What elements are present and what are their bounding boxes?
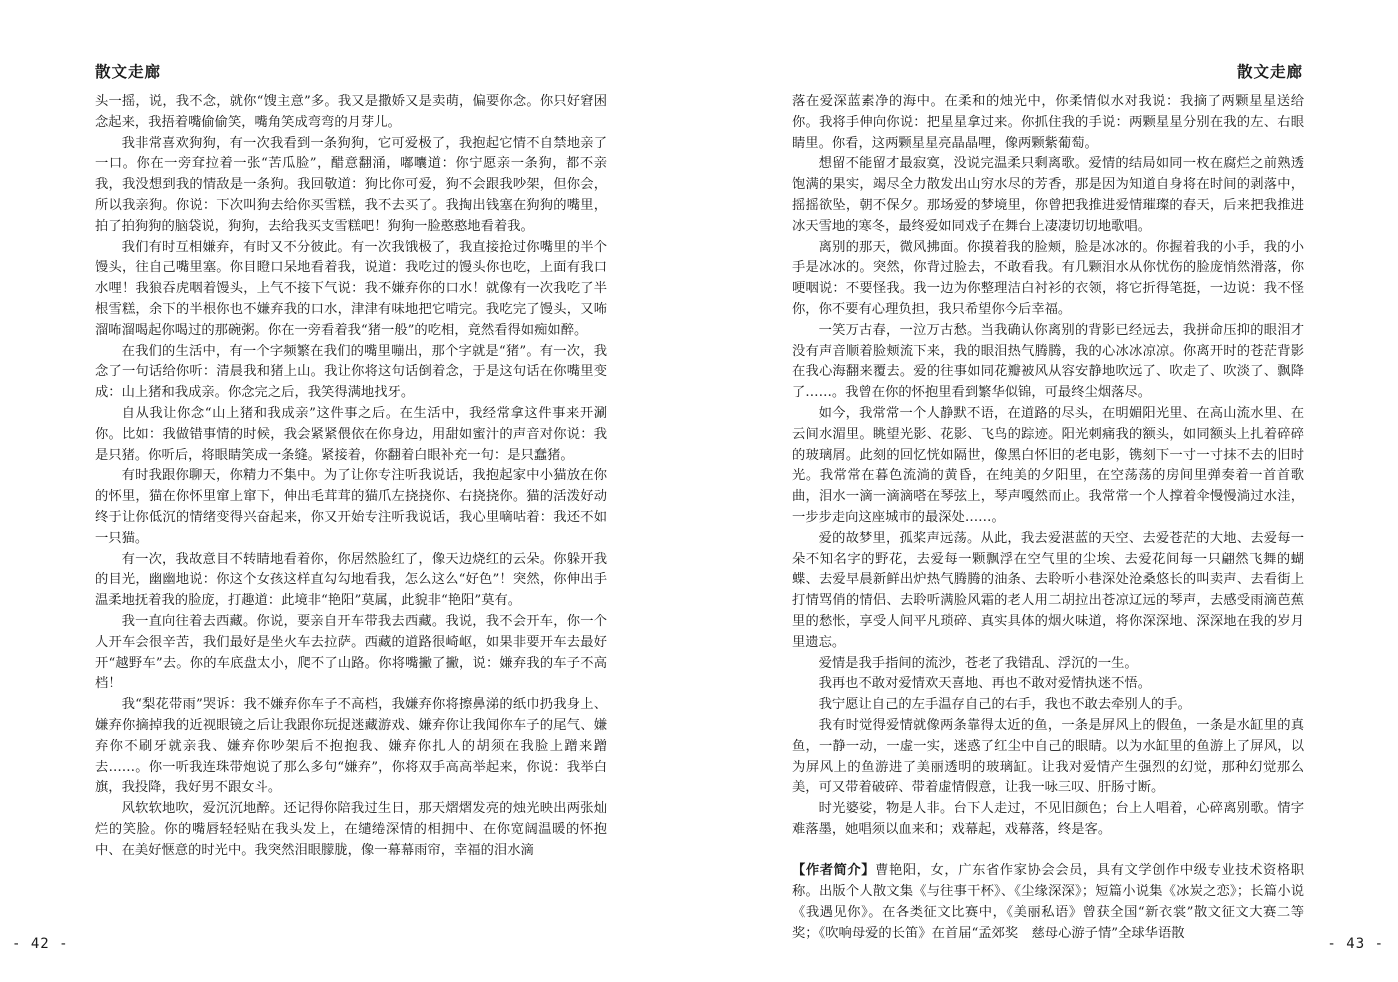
right-body-text (792, 92, 1304, 945)
paragraph: 有时我跟你聊天，你精力不集中。为了让你专注听我说话，我抱起家中小猫放在你的怀里，猫在你怀里窜上窜下，伸出毛茸茸的猫爪左挠挠你、右挠挠你。猫的活泼好动终于让你低沉的情绪变得兴奋起来，你又开始专注听我说话，我心里嘀咕着：我还不如一只猫。 (95, 468, 607, 546)
paragraph: 我有时觉得爱情就像两条靠得太近的鱼，一条是屏风上的假鱼，一条是水缸里的真鱼，一静一动，一虚一实，迷惑了红尘中自己的眼睛。以为水缸里的鱼游上了屏风，以为屏风上的鱼游进了美丽透明的玻璃缸。让我对爱情产生强烈的幻觉，那种幻觉那么美，可又带着破碎、带着虚情假意，让我一咏三叹、肝肠寸断。 (792, 717, 1304, 796)
paragraph: 在我们的生活中，有一个字频繁在我们的嘴里嘣出，那个字就是“猪”。有一次，我念了一句话给你听：清晨我和猪上山。我让你将这句话倒着念，于是这句话在你嘴里变成：山上猪和我成亲。你念完之后，我笑得满地找牙。 (95, 343, 607, 401)
author-bio-text: 曹艳阳，女，广东省作家协会会员，具有文学创作中级专业技术资格职称。出版个人散文集《与往事干杯》、《尘缘深深》；短篇小说集《冰炭之恋》；长篇小说《我遇见你》。在各类征文比赛中，《美丽私语》曾获全国“新衣裳”散文征文大赛二等奖；《吹响母爱的长笛》在首届“孟郊奖 慈母心游子情”全球华语散 (792, 863, 1305, 941)
left-body-text (95, 92, 607, 861)
paragraph: 如今，我常常一个人静默不语，在道路的尽头，在明媚阳光里、在高山流水里、在云间水湄里。眺望光影、花影、飞鸟的踪迹。阳光刺痛我的额头，如同额头上扎着碎碎的玻璃屑。此刻的回忆恍如隔世，像黑白怀旧的老电影，镌刻下一寸一寸抹不去的旧时光。我常常在暮色流淌的黄昏，在纯美的夕阳里，在空荡荡的房间里弹奏着一首首歌曲，泪水一滴一滴滴嗒在琴弦上，琴声嘎然而止。我常常一个人撑着伞慢慢淌过水洼，一步步走向这座城市的最深处……。 (792, 405, 1304, 525)
right-page-number: - 43 - (1327, 936, 1384, 952)
paragraph: 我们有时互相嫌弃，有时又不分彼此。有一次我饿极了，我直接抢过你嘴里的半个馒头，往自己嘴里塞。你目瞪口呆地看着我，说道：我吃过的馒头你也吃，上面有我口水哩！我狼吞虎咽着馒头，上气不接下气说：我不嫌弃你的口水！就像有一次我吃了半根雪糕，余下的半根你也不嫌弃我的口水，津津有味地把它啃完。我吃完了馒头，又咘溜咘溜喝起你喝过的那碗粥。你在一旁看着我“猪一般”的吃相，竟然看得如痴如醉。 (95, 239, 607, 338)
paragraph: 风软软地吹，爱沉沉地醉。还记得你陪我过生日，那天熠熠发亮的烛光映出两张灿烂的笑脸。你的嘴唇轻轻贴在我头发上，在缱绻深情的相拥中、在你宽阔温暖的怀抱中、在美好惬意的时光中。我突然泪眼朦胧，像一幕幕雨帘，幸福的泪水滴 (95, 801, 607, 858)
paragraph: 自从我让你念“山上猪和我成亲”这件事之后。在生活中，我经常拿这件事来开涮你。比如：我做错事情的时候，我会紧紧偎依在你身边，用甜如蜜汁的声音对你说：我是只猪。你听后，将眼睛笑成一条缝。紧接着，你翻着白眼补充一句：是只蠢猪。 (95, 405, 607, 463)
paragraph: 我非常喜欢狗狗，有一次我看到一条狗狗，它可爱极了，我抱起它情不自禁地亲了一口。你在一旁耷拉着一张“苦瓜脸”，醋意翻涌，嘟囔道：你宁愿亲一条狗，都不亲我，我没想到我的情敌是一条狗。我回敬道：狗比你可爱，狗不会跟我吵架，但你会，所以我亲狗。你说：下次叫狗去给你买雪糕，我不去买了。我掏出钱塞在狗狗的嘴里，拍了拍狗狗的脑袋说，狗狗，去给我买支雪糕吧！狗狗一脸憨憨地看着我。 (95, 135, 607, 234)
author-bio-label: 【作者简介】 (792, 863, 876, 879)
paragraph: 我一直向往着去西藏。你说，要亲自开车带我去西藏。我说，我不会开车，你一个人开车会很辛苦，我们最好是坐火车去拉萨。西藏的道路很崎岖，如果非要开车去最好开“越野车”去。你的车底盘太小，爬不了山路。你将嘴撇了撇，说：嫌弃我的车子不高档！ (95, 613, 607, 692)
paragraph: 一笑万古春，一泣万古愁。当我确认你离别的背影已经远去，我拼命压抑的眼泪才没有声音顺着脸颊流下来，我的眼泪热气腾腾，我的心冰冰凉凉。你离开时的苍茫背影在我心海翻来覆去。爱的往事如同花瓣被风从容安静地吹远了、吹走了、吹淡了、飘降了……。我曾在你的怀抱里看到繁华似锦，可最终尘烟落尽。 (792, 322, 1304, 401)
left-section-header: 散文走廊 (95, 62, 162, 81)
paragraph: 爱情是我手指间的流沙，苍老了我错乱、浮沉的一生。 (818, 655, 1138, 671)
paragraph: 有一次，我故意目不转睛地看着你，你居然脸红了，像天边烧红的云朵。你躲开我的目光，幽幽地说：你这个女孩这样直勾勾地看我，怎么这么“好色”！突然，你伸出手温柔地抚着我的脸庞，打趣道：此境非“艳阳”莫属，此貌非“艳阳”莫有。 (95, 551, 607, 609)
paragraph: 我“梨花带雨”哭诉：我不嫌弃你车子不高档，我嫌弃你将擦鼻涕的纸巾扔我身上、嫌弃你摘掉我的近视眼镜之后让我跟你玩捉迷藏游戏、嫌弃你让我闻你车子的尾气、嫌弃你不刷牙就亲我、嫌弃你吵架后不抱抱我、嫌弃你扎人的胡须在我脸上蹭来蹭去……。你一听我连珠带炮说了那么多句“嫌弃”，你将双手高高举起来，你说：我举白旗，我投降，我好男不跟女斗。 (95, 697, 607, 796)
right-section-header: 散文走廊 (1236, 62, 1303, 81)
paragraph: 想留不能留才最寂寞，没说完温柔只剩离歌。爱情的结局如同一枚在腐烂之前熟透饱满的果实，竭尽全力散发出山穷水尽的芳香，那是因为知道自身将在时间的剥落中，摇摇欲坠，朝不保夕。那场爱的梦境里，你曾把我推进爱情璀璨的春天，后来把我推进冰天雪地的寒冬，最终爱如同戏子在舞台上凄凄切切地歌唱。 (792, 156, 1304, 234)
paragraph: 我再也不敢对爱情欢天喜地、再也不敢对爱情执迷不悟。 (818, 676, 1152, 692)
paragraph: 我宁愿让自己的左手温存自己的右手，我也不敢去牵别人的手。 (818, 697, 1191, 713)
paragraph: 离别的那天，微风拂面。你摸着我的脸颊，脸是冰冰的。你握着我的小手，我的小手是冰冰的。突然，你背过脸去，不敢看我。有几颗泪水从你忧伤的脸庞悄然滑落，你哽咽说：不要怪我。我一边为你整理洁白衬衫的衣领，将它折得笔挺，一边说：我不怪你，你不要有心理负担，我只希望你今后幸福。 (792, 239, 1304, 317)
left-page-number: - 42 - (12, 936, 69, 952)
right-page (699, 0, 1398, 982)
author-bio (792, 861, 1304, 944)
paragraph: 时光婆娑，物是人非。台下人走过，不见旧颜色；台上人唱着，心碎离别歌。情字难落墨，她唱须以血来和；戏幕起，戏幕落，终是客。 (792, 801, 1304, 837)
paragraph: 头一摇，说，我不念，就你“馊主意”多。我又是撒娇又是卖萌，偏要你念。你只好窘困念起来，我捂着嘴偷偷笑，嘴角笑成弯弯的月芽儿。 (95, 94, 607, 130)
paragraph: 爱的故梦里，孤桨声远荡。从此，我去爱湛蓝的天空、去爱苍茫的大地、去爱每一朵不知名字的野花，去爱每一颗飘浮在空气里的尘埃、去爱花间每一只翩然飞舞的蝴蝶、去爱早晨新鲜出炉热气腾腾的油条、去聆听小巷深处沧桑悠长的叫卖声、去看街上打情骂俏的情侣、去聆听满脸风霜的老人用二胡拉出苍凉辽远的琴声，去感受雨滴芭蕉里的愁怅，享受人间平凡琐碎、真实具体的烟火味道，将你深深地、深深地在我的岁月里遗忘。 (792, 530, 1304, 650)
paragraph: 落在爱深蓝素净的海中。在柔和的烛光中，你柔情似水对我说：我摘了两颗星星送给你。我将手伸向你说：把星星拿过来。你抓住我的手说：两颗星星分别在我的左、右眼睛里。你看，这两颗星星亮晶晶哩，像两颗紫葡萄。 (792, 94, 1304, 151)
